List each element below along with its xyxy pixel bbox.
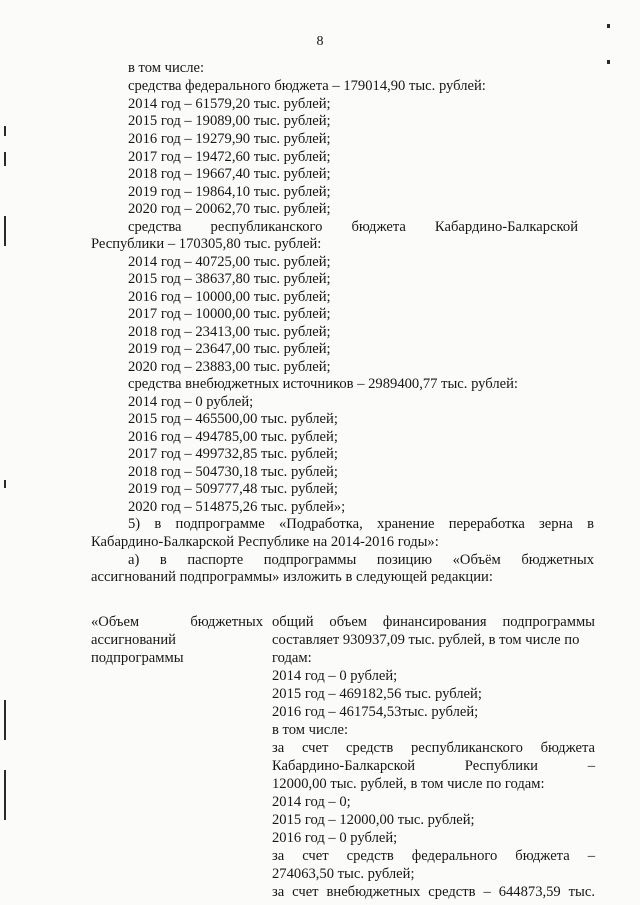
- table-left-cell-line: подпрограммы: [91, 650, 184, 666]
- text-line: 2020 год – 20062,70 тыс. рублей;: [128, 201, 331, 217]
- text-line: Кабардино-Балкарской Республике на 2014-2016 годы»:: [91, 534, 439, 550]
- scan-mark: [607, 24, 610, 28]
- text-line: 2019 год – 23647,00 тыс. рублей;: [128, 341, 331, 357]
- text-line: 2016 год – 19279,90 тыс. рублей;: [128, 131, 331, 147]
- text-line: Республики – 170305,80 тыс. рублей:: [91, 236, 322, 252]
- text-line: а) в паспорте подпрограммы позицию «Объём бюджетных: [128, 552, 594, 568]
- text-line: 2014 год – 61579,20 тыс. рублей;: [128, 96, 331, 112]
- text-line: 2019 год – 509777,48 тыс. рублей;: [128, 481, 338, 497]
- scan-mark: [4, 770, 6, 820]
- table-right-cell-line: 2016 год – 0 рублей;: [272, 830, 398, 846]
- table-right-cell-line: составляет 930937,09 тыс. рублей, в том числе по: [272, 632, 580, 648]
- text-line: 2018 год – 23413,00 тыс. рублей;: [128, 324, 331, 340]
- table-left-cell-line: «Объем бюджетных: [91, 614, 263, 630]
- text-line: 2019 год – 19864,10 тыс. рублей;: [128, 184, 331, 200]
- table-right-cell-line: за счет средств республиканского бюджета: [272, 740, 595, 756]
- table-right-cell-line: общий объем финансирования подпрограммы: [272, 614, 595, 630]
- text-line: 2014 год – 0 рублей;: [128, 394, 254, 410]
- text-line: 2016 год – 494785,00 тыс. рублей;: [128, 429, 338, 445]
- text-line: ассигнований подпрограммы» изложить в следующей редакции:: [91, 569, 493, 585]
- text-line: 2015 год – 38637,80 тыс. рублей;: [128, 271, 331, 287]
- text-line: 2017 год – 499732,85 тыс. рублей;: [128, 446, 338, 462]
- text-line: 2015 год – 465500,00 тыс. рублей;: [128, 411, 338, 427]
- table-right-cell-line: 12000,00 тыс. рублей, в том числе по годам:: [272, 776, 545, 792]
- table-right-cell-line: 274063,50 тыс. рублей;: [272, 866, 415, 882]
- table-left-cell-line: ассигнований: [91, 632, 176, 648]
- text-line: 2017 год – 19472,60 тыс. рублей;: [128, 149, 331, 165]
- page-number: 8: [316, 34, 324, 49]
- text-line: 2016 год – 10000,00 тыс. рублей;: [128, 289, 331, 305]
- table-right-cell-line: в том числе:: [272, 722, 349, 738]
- table-right-cell-line: Кабардино-Балкарской Республики –: [272, 758, 595, 774]
- scan-mark: [4, 700, 6, 740]
- text-line: 2018 год – 19667,40 тыс. рублей;: [128, 166, 331, 182]
- text-line: средства республиканского бюджета Кабардино-Балкарской: [128, 219, 578, 235]
- table-right-cell-line: годам:: [272, 650, 312, 666]
- table-right-cell-line: 2016 год – 461754,53тыс. рублей;: [272, 704, 479, 720]
- text-line: в том числе:: [128, 60, 205, 76]
- table-right-cell-line: за счет средств федерального бюджета –: [272, 848, 595, 864]
- text-line: 5) в подпрограмме «Подработка, хранение переработка зерна в: [128, 516, 594, 532]
- scan-mark: [607, 60, 610, 64]
- text-line: 2014 год – 40725,00 тыс. рублей;: [128, 254, 331, 270]
- table-right-cell-line: 2015 год – 12000,00 тыс. рублей;: [272, 812, 475, 828]
- text-line: 2015 год – 19089,00 тыс. рублей;: [128, 113, 331, 129]
- text-line: 2020 год – 23883,00 тыс. рублей;: [128, 359, 331, 375]
- table-right-cell-line: 2014 год – 0;: [272, 794, 351, 810]
- scan-mark: [4, 152, 6, 166]
- text-line: средства федерального бюджета – 179014,90 тыс. рублей:: [128, 78, 486, 94]
- text-line: 2017 год – 10000,00 тыс. рублей;: [128, 306, 331, 322]
- table-right-cell-line: 2014 год – 0 рублей;: [272, 668, 398, 684]
- table-right-cell-line: 2015 год – 469182,56 тыс. рублей;: [272, 686, 482, 702]
- text-line: средства внебюджетных источников – 2989400,77 тыс. рублей:: [128, 376, 518, 392]
- text-line: 2020 год – 514875,26 тыс. рублей»;: [128, 499, 346, 515]
- scan-mark: [4, 126, 6, 136]
- scan-mark: [4, 480, 6, 488]
- scan-mark: [4, 216, 6, 246]
- text-line: 2018 год – 504730,18 тыс. рублей;: [128, 464, 338, 480]
- table-right-cell-line: за счет внебюджетных средств – 644873,59 тыс.: [272, 884, 595, 900]
